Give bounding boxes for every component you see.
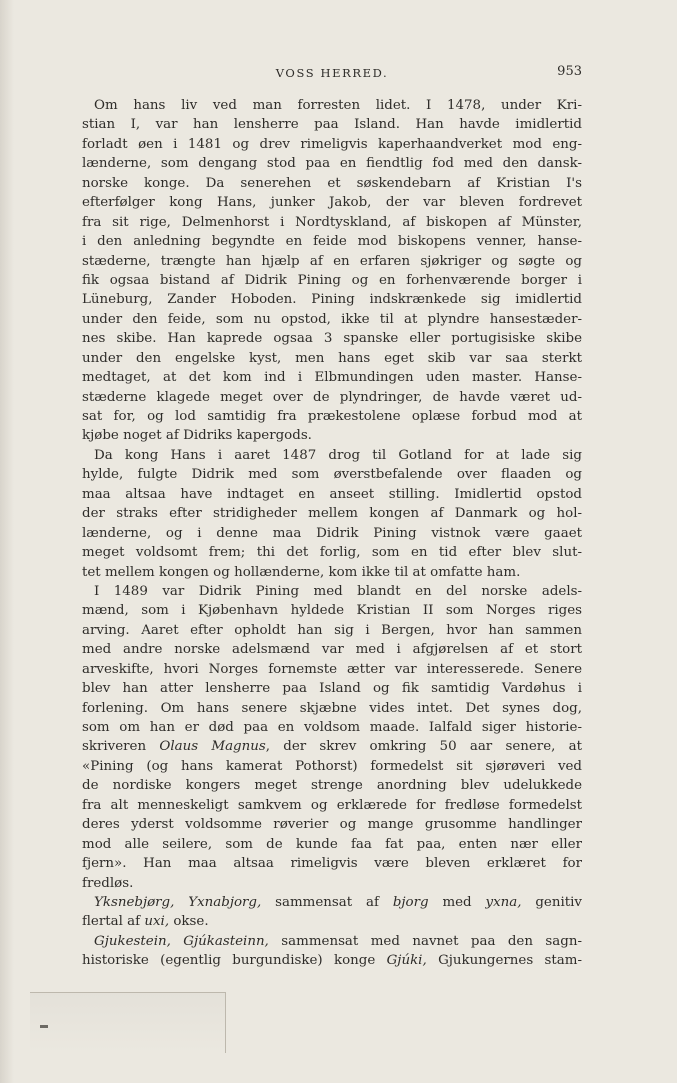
text-line <box>82 893 582 912</box>
text-line: som om han er død paa en voldsom maade. Ialfald siger historie- <box>82 720 582 735</box>
text-line: nes skibe. Han kaprede ogsaa 3 spanske eller portugisiske skibe <box>82 331 582 347</box>
text-line: i den anledning begyndte en feide mod biskopens venner, hanse- <box>82 234 582 250</box>
text-fragment: sammensat med navnet paa den sagn- <box>281 933 582 949</box>
text-line: «Pining (og hans kamerat Pothorst) formedelst sit sjørøveri ved <box>82 758 582 774</box>
text-fragment: genitiv <box>535 894 582 910</box>
text-line: efterfølger kong Hans, junker Jakob, der var bleven fordrevet <box>82 195 582 211</box>
stamp-dash <box>40 1025 48 1028</box>
text-fragment: sammensat af <box>275 894 379 910</box>
text-line: Om hans liv ved man forresten lidet. I 1478, under Kri- <box>94 98 582 113</box>
italic-term: yxna, <box>485 894 522 910</box>
text-line: Da kong Hans i aaret 1487 drog til Gotland for at lade sig <box>94 447 582 463</box>
text-line <box>82 912 582 931</box>
text-line: tet mellem kongen og hollænderne, kom ikke til at omfatte ham. <box>82 564 521 580</box>
text-line: fra alt menneskeligt samkvem og erklærede for fredløse formedelst <box>82 797 582 813</box>
body-text <box>82 96 582 971</box>
text-line: deres yderst voldsomme røverier og mange grusomme handlinger <box>82 817 582 833</box>
running-title: VOSS HERRED. <box>275 66 389 80</box>
text-fragment: med <box>442 894 472 910</box>
text-line: hylde, fulgte Didrik med som øverstbefalende over flaaden og <box>82 467 582 483</box>
text-line <box>82 737 582 756</box>
text-line: med andre norske adelsmænd var med i afgjørelsen af et stort <box>82 642 582 658</box>
text-fragment: flertal af <box>82 914 141 930</box>
page-edge <box>0 0 14 1083</box>
text-line: forlening. Om hans senere skjæbne vides intet. Det synes dog, <box>82 700 582 716</box>
text-line: lænderne, som dengang stod paa en fiendtlig fod med den dansk- <box>82 156 582 172</box>
text-line: stæderne klagede meget over de plyndringer, de havde været ud- <box>82 389 582 405</box>
italic-term: Gjukestein, Gjúkasteinn, <box>94 933 269 949</box>
text-line: sat for, og lod samtidig fra prækestolene oplæse forbud mod at <box>82 409 582 424</box>
paper-stamp-mark <box>30 992 226 1053</box>
text-fragment: Gjukungernes stam- <box>438 953 582 969</box>
text-line: blev han atter lensherre paa Island og fik samtidig Vardøhus i <box>82 681 582 697</box>
text-line: fra sit rige, Delmenhorst i Nordtyskland, af biskopen af Münster, <box>82 214 582 230</box>
text-line: Lüneburg, Zander Hoboden. Pining indskrænkede sig imidlertid <box>82 292 582 308</box>
text-fragment: skriveren <box>82 739 147 755</box>
text-line: stian I, var han lensherre paa Island. Han havde imidlertid <box>82 117 582 133</box>
text-line: medtaget, at det kom ind i Elbmundingen uden master. Hanse- <box>82 370 582 386</box>
text-line <box>82 932 582 951</box>
text-line: forladt øen i 1481 og drev rimeligvis kaperhaandverket mod eng- <box>82 136 582 152</box>
text-line: fjern». Han maa altsaa rimeligvis være bleven erklæret for <box>82 856 582 872</box>
text-line: lænderne, og i denne maa Didrik Pining vistnok være gaaet <box>82 525 582 541</box>
text-line: fik ogsaa bistand af Didrik Pining og en forhenværende borger i <box>82 272 582 288</box>
text-line: mænd, som i Kjøbenhavn hyldede Kristian II som Norges riges <box>82 603 582 619</box>
italic-term: Gjúki, <box>386 953 427 969</box>
text-line: kjøbe noget af Didriks kapergods. <box>82 428 312 444</box>
text-line: de nordiske kongers meget strenge anordning blev udelukkede <box>82 778 582 794</box>
text-line: fredløs. <box>82 875 134 891</box>
italic-term: Yksnebjørg, Yxnabjorg, <box>94 894 262 910</box>
text-line: maa altsaa have indtaget en anseet stilling. Imidlertid opstod <box>82 486 582 502</box>
text-line: arveskifte, hvori Norges fornemste ætter var interesserede. Senere <box>82 661 582 677</box>
page-header <box>82 64 582 84</box>
page-number: 953 <box>557 64 582 79</box>
text-fragment: historiske (egentlig burgundiske) konge <box>82 953 376 969</box>
text-line: der straks efter stridigheder mellem kongen af Danmark og hol- <box>82 506 582 522</box>
text-line: I 1489 var Didrik Pining med blandt en del norske adels- <box>94 583 582 599</box>
text-line: meget voldsomt frem; thi det forlig, som en tid efter blev slut- <box>82 545 582 561</box>
text-fragment: okse. <box>173 914 209 930</box>
text-line: under den feide, som nu opstod, ikke til at plyndre hansestæder- <box>82 311 582 327</box>
italic-name: Olaus Magnus <box>159 739 266 755</box>
text-line <box>82 951 582 970</box>
text-line: arving. Aaret efter opholdt han sig i Bergen, hvor han sammen <box>82 622 582 638</box>
text-line: under den engelske kyst, men hans eget skib var saa sterkt <box>82 350 582 366</box>
text-line: mod alle seilere, som de kunde faa fat paa, enten nær eller <box>82 836 582 852</box>
italic-term: bjorg <box>392 894 429 910</box>
text-fragment: , der skrev omkring 50 aar senere, at <box>265 739 582 755</box>
italic-term: uxi, <box>144 914 170 930</box>
text-line: stæderne, trængte han hjælp af en erfaren sjøkriger og søgte og <box>82 253 582 269</box>
text-line: norske konge. Da senerehen et søskendebarn af Kristian I's <box>82 175 582 191</box>
